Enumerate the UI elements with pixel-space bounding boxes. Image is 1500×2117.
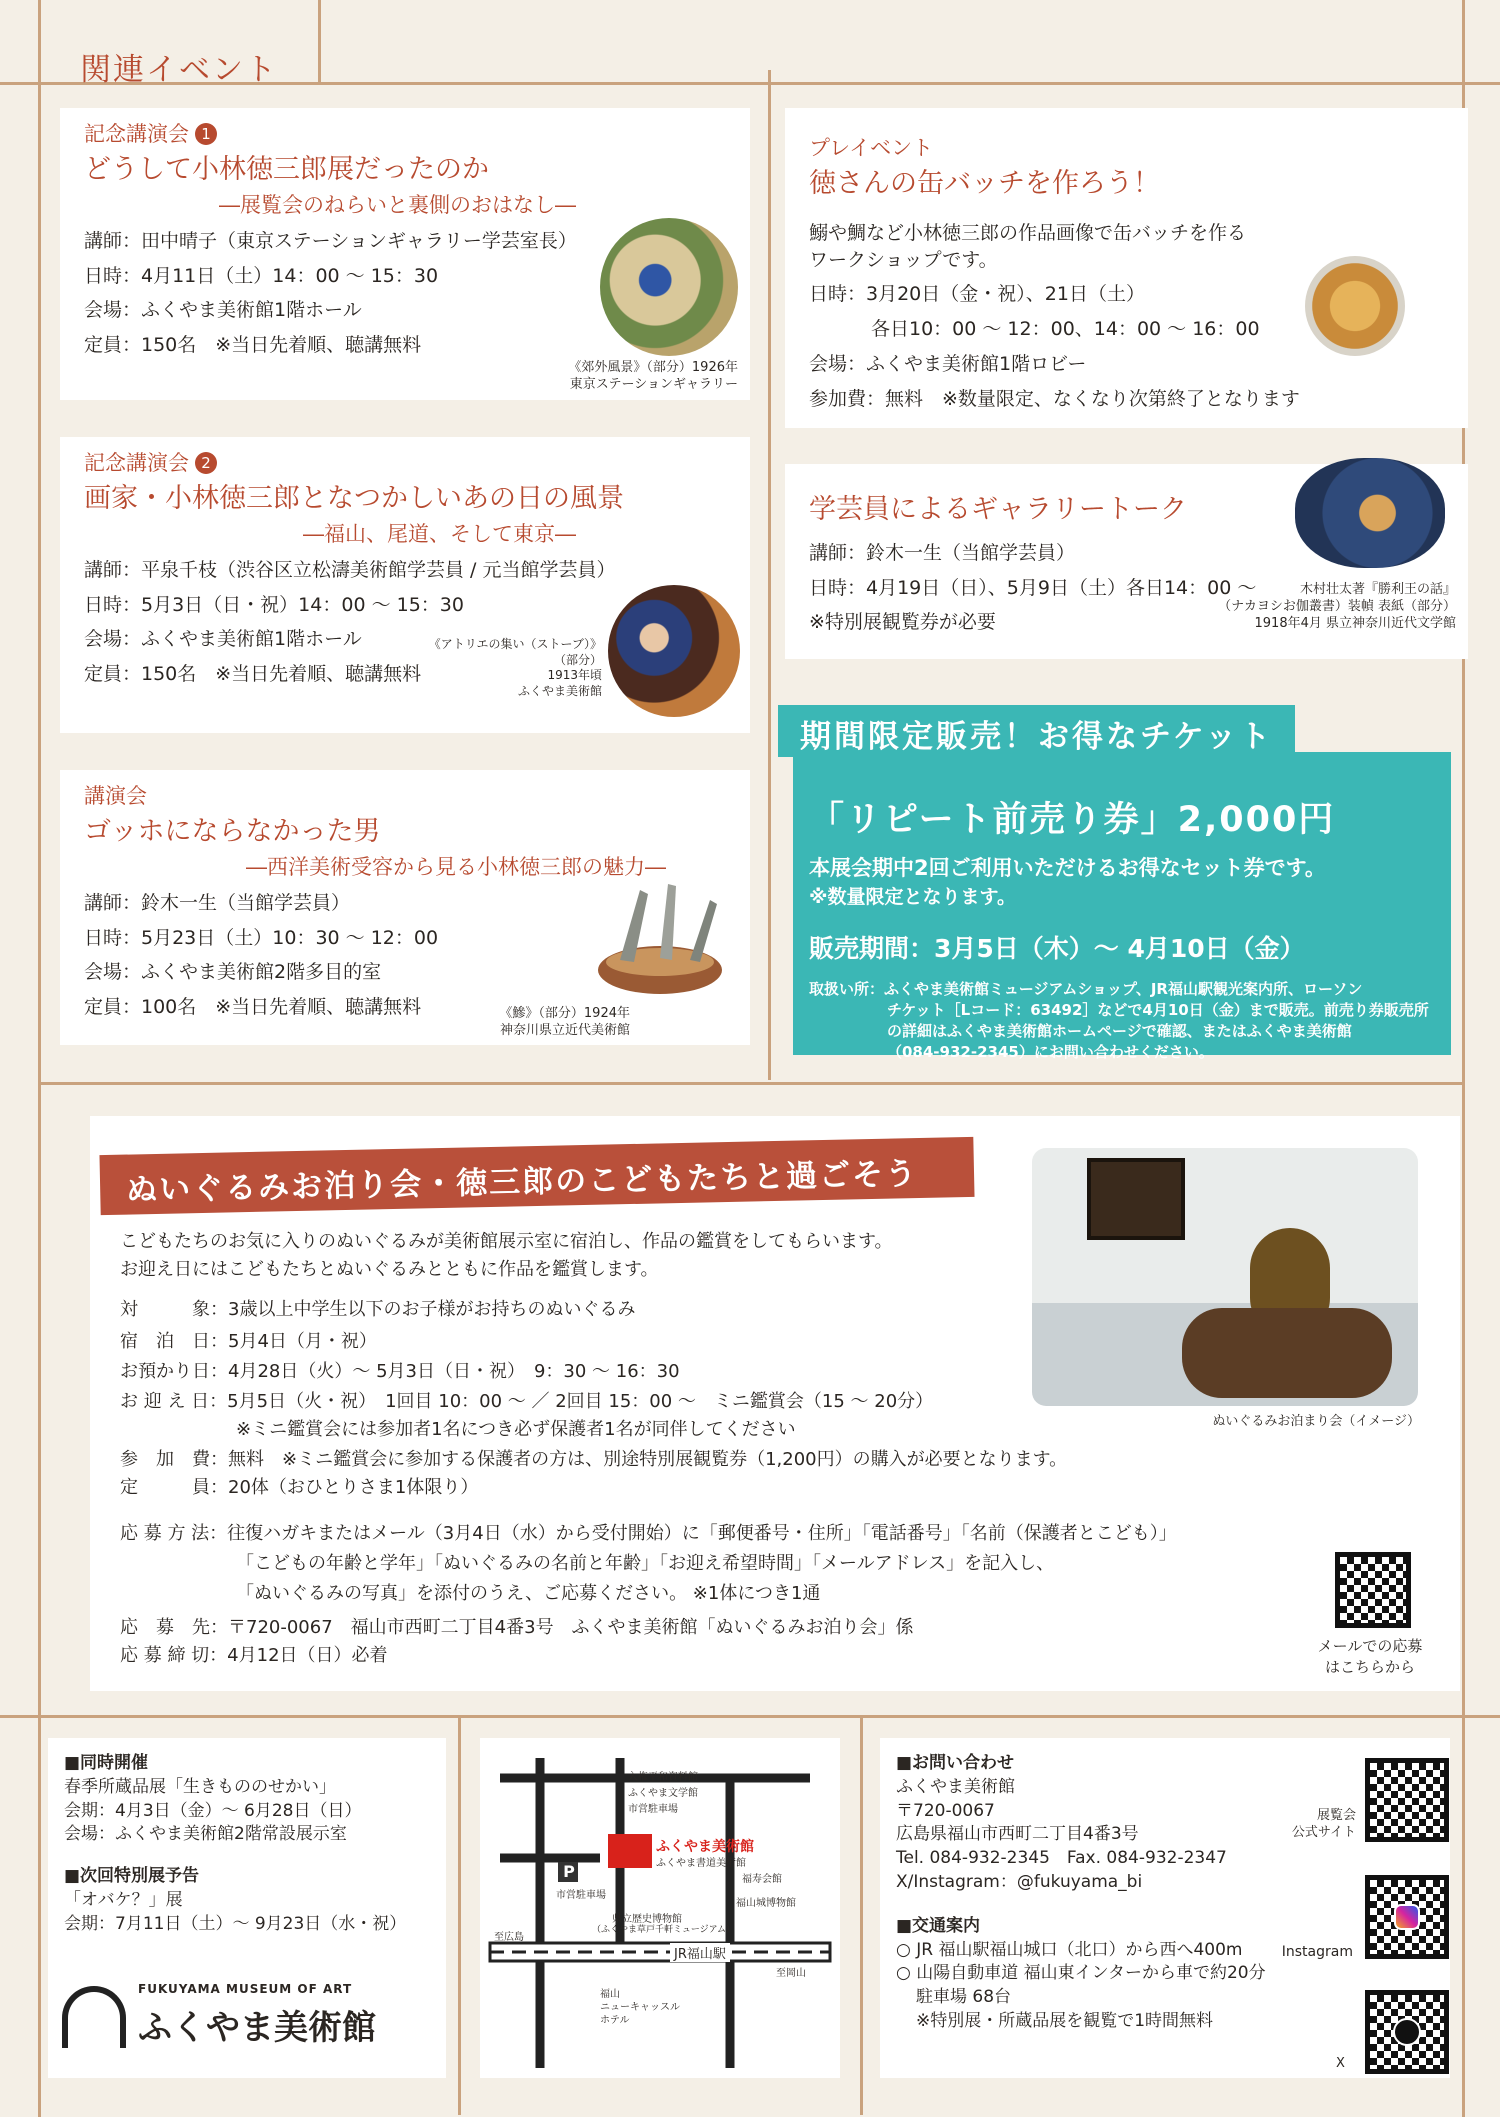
caption-line: 東京ステーションギャラリー — [569, 376, 738, 392]
lecture-2-subtitle: ―福山、尾道、そして東京― — [303, 522, 576, 547]
plush-dropoff: お預かり日：4月28日（火）～ 5月3日（日・祝） 9：30 ～ 16：30 — [120, 1361, 680, 1382]
section-title: 関連イベント — [80, 52, 278, 88]
website-qr-code[interactable] — [1365, 1758, 1449, 1842]
map-label: 福山城博物館 — [736, 1898, 796, 1909]
access-parking-note: ※特別展・所蔵品展を観覧で1時間無料 — [916, 2010, 1214, 2031]
caption-line: 《郊外風景》（部分）1926年 — [568, 360, 738, 375]
contact-sns: X/Instagram：@fukuyama_bi — [896, 1871, 1143, 1892]
lecture-2-card — [60, 437, 750, 733]
lecture-2-title: 画家・小林徳三郎となつかしいあの日の風景 — [84, 483, 624, 514]
lecture-3-card — [60, 770, 750, 1045]
lecture-2-date: 日時：5月3日（日・祝）14：00 ～ 15：30 — [84, 593, 464, 616]
frame-line — [0, 1715, 1500, 1718]
frame-line — [318, 0, 321, 85]
plush-photo — [1032, 1148, 1418, 1406]
caption-line: 《アトリエの集い（ストーブ）》 — [428, 637, 602, 651]
contact-name: ふくやま美術館 — [896, 1776, 1015, 1797]
ticket-panel — [793, 752, 1451, 1061]
concurrent-heading: ■同時開催 — [64, 1753, 149, 1773]
kicker-text: 記念講演会 — [84, 451, 189, 475]
ticket-period: 販売期間：3月5日（木）～ 4月10日（金） — [809, 934, 1305, 963]
map-parking-icon: P — [563, 1862, 575, 1881]
plush-stay: 宿 泊 日：5月4日（月・祝） — [120, 1331, 377, 1352]
caption-line: 《鰺》（部分）1924年 — [499, 1006, 630, 1021]
badge-sample — [1305, 256, 1405, 356]
map-museum-label: ふくやま美術館 — [656, 1839, 754, 1855]
lecture-1-card — [60, 108, 750, 400]
qr-caption-line: メールでの応募 — [1317, 1637, 1423, 1655]
frame-line — [860, 1715, 863, 2115]
ticket-name: 「リピート前売り券」2,000円 — [809, 800, 1336, 840]
x-icon — [1393, 2018, 1421, 2046]
lecture-1-date: 日時：4月11日（土）14：00 ～ 15：30 — [84, 264, 439, 287]
map-station-label: JR福山駅 — [670, 1943, 730, 1962]
pre-event-title: 徳さんの缶バッチを作ろう！ — [809, 168, 1160, 199]
plush-target: 対 象：3歳以上中学生以下のお子様がお持ちのぬいぐるみ — [120, 1299, 636, 1320]
caption-line: 1913年頃 — [547, 668, 602, 683]
instagram-icon — [1394, 1904, 1420, 1930]
logo-japanese: ふくやま美術館 — [138, 2008, 376, 2048]
contact-heading: ■お問い合わせ — [896, 1753, 1015, 1773]
kicker-text: 記念講演会 — [84, 122, 189, 146]
artwork-horse-mackerel — [590, 880, 730, 1000]
plush-pickup-note: ※ミニ鑑賞会には参加者1名につき必ず保護者1名が同伴してください — [236, 1419, 796, 1440]
shops-line: （084-932-2345）にお問い合わせください。 — [887, 1043, 1214, 1061]
lecture-2-speaker: 講師：平泉千枝（渋谷区立松濤美術館学芸員 / 元当館学芸員） — [84, 559, 616, 582]
lecture-1-caption — [478, 360, 738, 394]
frame-line — [38, 0, 41, 2117]
plush-apply-2: 「こどもの年齢と学年」「ぬいぐるみの名前と年齢」「お迎え希望時間」「メールアドレス」を記入し、 — [236, 1553, 1055, 1574]
map-label: ふくやま文学館 — [628, 1788, 698, 1799]
shops-line: 取扱い所：ふくやま美術館ミュージアムショップ、JR福山駅観光案内所、ローソン — [809, 980, 1363, 998]
gallery-talk-card — [785, 464, 1468, 659]
lecture-3-kicker: 講演会 — [84, 784, 147, 808]
lecture-3-title: ゴッホにならなかった男 — [84, 816, 381, 847]
plush-apply-3: 「ぬいぐるみの写真」を添付のうえ、ご応募ください。 ※1体につき1通 — [236, 1583, 821, 1604]
next-exhibition-dates: 会期：7月11日（土）～ 9月23日（水・祝） — [64, 1913, 407, 1934]
concurrent-line-2: 会期：4月3日（金）～ 6月28日（日） — [64, 1800, 362, 1821]
lecture-3-speaker: 講師：鈴木一生（当館学芸員） — [84, 892, 351, 915]
email-qr-code[interactable] — [1335, 1552, 1411, 1628]
lecture-1-speaker: 講師：田中晴子（東京ステーションギャラリー学芸室長） — [84, 230, 577, 253]
lecture-2-capacity: 定員：150名 ※当日先着順、聴講無料 — [84, 663, 422, 686]
caption-line: ふくやま美術館 — [517, 683, 602, 698]
pre-event-desc-2: ワークショップです。 — [809, 248, 998, 271]
shops-line: の詳細はふくやま美術館ホームページで確認、またはふくやま美術館 — [887, 1022, 1352, 1040]
lecture-3-date: 日時：5月23日（土）10：30 ～ 12：00 — [84, 926, 439, 949]
map-label: 市営駐車場 — [556, 1890, 606, 1901]
access-car: ○ 山陽自動車道 福山東インターから車で約20分 — [896, 1963, 1266, 1984]
access-train: ○ JR 福山駅福山城口（北口）から西へ400m — [896, 1939, 1243, 1960]
plush-intro-1: こどもたちのお気に入りのぬいぐるみが美術館展示室に宿泊し、作品の鑑賞をしてもらいます。 — [120, 1231, 893, 1252]
hotel-line: 福山 — [600, 1989, 620, 2000]
map-hotel-label — [600, 1988, 680, 2027]
lecture-3-venue: 会場：ふくやま美術館2階多目的室 — [84, 961, 382, 984]
plush-fee: 参 加 費：無料 ※ミニ鑑賞会に参加する保護者の方は、別途特別展観覧券（1,200円）の購入が必要となります。 — [120, 1449, 1068, 1470]
ticket-shops — [809, 979, 1435, 1063]
qr-label-instagram: Instagram — [1281, 1944, 1353, 1960]
caption-line: （ナカヨシお伽叢書）装幀 表紙（部分） — [1218, 598, 1456, 614]
caption-line: 1918年4月 県立神奈川近代文学館 — [1254, 615, 1456, 631]
ticket-tab: 期間限定販売！お得なチケット — [778, 705, 1295, 757]
framed-painting — [1087, 1158, 1185, 1240]
plush-deadline: 応 募 締 切：4月12日（日）必着 — [120, 1645, 388, 1666]
qr-label-x: X — [1336, 2056, 1345, 2071]
concurrent-line-3: 会場：ふくやま美術館2階常設展示室 — [64, 1824, 347, 1845]
frame-line — [38, 1082, 1462, 1085]
lecture-1-subtitle: ―展覧会のねらいと裏側のおはなし― — [219, 193, 576, 218]
number-badge: 1 — [195, 123, 217, 145]
access-map — [480, 1738, 840, 2078]
access-parking: 駐車場 68台 — [916, 1987, 1012, 2008]
lecture-1-capacity: 定員：150名 ※当日先着順、聴講無料 — [84, 334, 422, 357]
pre-event-venue: 会場：ふくやま美術館1階ロビー — [809, 352, 1087, 375]
next-exhibition-heading: ■次回特別展予告 — [64, 1866, 200, 1887]
qr-caption — [1295, 1636, 1445, 1678]
plush-intro-2: お迎え日にはこどもたちとぬいぐるみとともに作品を鑑賞します。 — [120, 1259, 659, 1280]
contact-zip: 〒720-0067 — [896, 1800, 995, 1821]
pre-event-date-2: 各日10：00 ～ 12：00、14：00 ～ 16：00 — [871, 318, 1260, 341]
artwork-book-cover — [1295, 458, 1445, 568]
logo-english: FUKUYAMA MUSEUM OF ART — [138, 1982, 353, 1996]
pre-event-kicker: プレイベント — [809, 136, 934, 160]
concurrent-line-1: 春季所蔵品展「生きもののせかい」 — [64, 1776, 336, 1797]
museum-logo — [62, 1978, 442, 2058]
lecture-2-venue: 会場：ふくやま美術館1階ホール — [84, 628, 362, 651]
artwork-suburban-landscape — [600, 218, 738, 356]
contact-tel: Tel. 084-932-2345 Fax. 084-932-2347 — [896, 1848, 1227, 1869]
access-heading: ■交通案内 — [896, 1915, 981, 1936]
map-label: ふくやま書道美術館 — [656, 1858, 746, 1869]
hotel-line: ニューキャッスル — [600, 2002, 680, 2013]
caption-line: 神奈川県立近代美術館 — [499, 1022, 630, 1038]
ticket-line-1: 本展会期中2回ご利用いただけるお得なセット券です。 — [809, 856, 1326, 880]
pre-event-fee: 参加費：無料 ※数量限定、なくなり次第終了となります — [809, 387, 1300, 410]
qr-label-line: 展覧会 — [1316, 1808, 1356, 1823]
frame-line — [458, 1715, 461, 2115]
concurrent-card — [48, 1738, 446, 2078]
qr-label-website — [1270, 1808, 1356, 1842]
plush-banner: ぬいぐるみお泊り会・徳三郎のこどもたちと過ごそう — [99, 1137, 974, 1215]
artwork-atelier-gathering — [608, 585, 740, 717]
map-east-label: 至岡山 — [776, 1968, 806, 1979]
map-label: 福寿会館 — [742, 1874, 782, 1885]
pre-event-date-1: 日時：3月20日（金・祝）、21日（土） — [809, 283, 1145, 306]
map-label: 県立歴史博物館 — [612, 1914, 682, 1925]
lecture-1-venue: 会場：ふくやま美術館1階ホール — [84, 299, 362, 322]
map-label: 市営駐車場 — [628, 1804, 678, 1815]
caption-line: （部分） — [553, 652, 602, 667]
plush-dog — [1182, 1308, 1392, 1398]
lecture-2-kicker — [84, 447, 726, 477]
map-label: 入権平和資料館 — [628, 1772, 698, 1783]
pre-event-card — [785, 108, 1468, 428]
gallery-talk-title: 学芸員によるギャラリートーク — [809, 494, 1187, 525]
plush-apply-1: 応 募 方 法：往復ハガキまたはメール（3月4日（水）から受付開始）に「郵便番号・住所」「電話番号」「名前（保護者とこども）」 — [120, 1523, 1177, 1544]
lecture-1-title: どうして小林徳三郎展だったのか — [84, 154, 489, 185]
gallery-talk-caption — [1136, 582, 1456, 633]
lecture-3-capacity: 定員：100名 ※当日先着順、聴講無料 — [84, 996, 422, 1019]
ticket-line-2: ※数量限定となります。 — [809, 886, 1016, 908]
qr-label-line: 公式サイト — [1291, 1824, 1356, 1840]
gallery-talk-date: 日時：4月19日（日）、5月9日（土）各日14：00 ～ — [809, 576, 1257, 599]
lecture-2-caption — [362, 637, 602, 699]
logo-arch-icon — [62, 1986, 126, 2048]
next-exhibition-title: 「オバケ？」展 — [64, 1889, 183, 1910]
shops-line: チケット［Lコード：63492］などで4月10日（金）まで販売。前売り券販売所 — [887, 1001, 1429, 1019]
gallery-talk-note: ※特別展観覧券が必要 — [809, 611, 996, 634]
plush-address: 応 募 先：〒720-0067 福山市西町二丁目4番3号 ふくやま美術館「ぬいぐるみお泊り会」係 — [120, 1617, 914, 1638]
gallery-talk-speaker: 講師：鈴木一生（当館学芸員） — [809, 542, 1076, 565]
pre-event-desc-1: 鰯や鯛など小林徳三郎の作品画像で缶バッチを作る — [809, 222, 1247, 245]
lecture-3-caption — [390, 1006, 630, 1040]
contact-address: 広島県福山市西町二丁目4番3号 — [896, 1824, 1139, 1845]
caption-line: 木村壮太著『勝利王の話』 — [1299, 582, 1456, 597]
plush-pickup: お 迎 え 日：5月5日（火・祝） 1回目 10：00 ～ ／ 2回目 15：00 ～ ミニ鑑賞会（15 ～ 20分） — [120, 1391, 934, 1412]
plush-capacity: 定 員：20体（おひとりさま1体限り） — [120, 1477, 479, 1498]
lecture-1-kicker — [84, 118, 726, 148]
map-label: （ふくやま草戸千軒ミュージアム） — [592, 1925, 736, 1935]
hotel-line: ホテル — [600, 2015, 630, 2026]
map-west-label: 至広島 — [494, 1932, 524, 1943]
number-badge: 2 — [195, 452, 217, 474]
frame-line — [768, 70, 771, 1080]
plush-photo-caption: ぬいぐるみお泊まり会（イメージ） — [1212, 1414, 1420, 1429]
qr-caption-line: はこちらから — [1324, 1658, 1415, 1676]
lecture-3-subtitle: ―西洋美術受容から見る小林徳三郎の魅力― — [246, 855, 666, 880]
